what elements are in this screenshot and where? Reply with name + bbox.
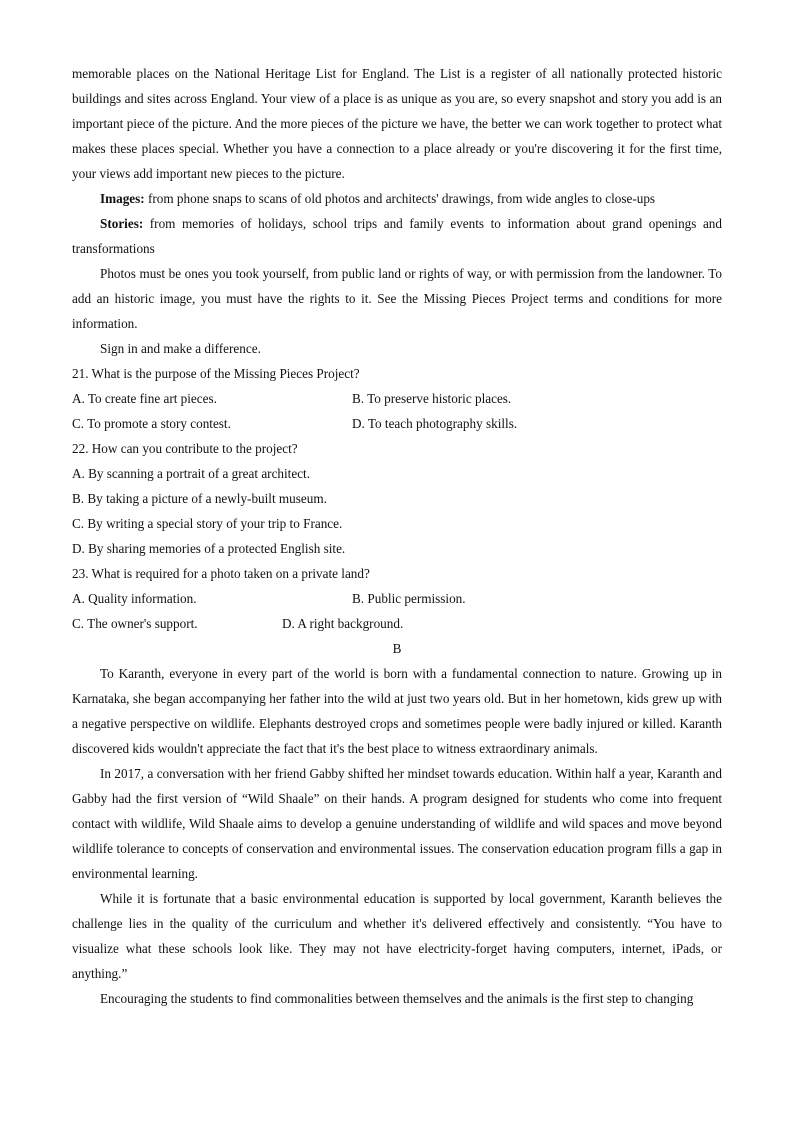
question-21-option-c: C. To promote a story contest. bbox=[72, 416, 231, 431]
passage-b-paragraph-4: Encouraging the students to find commonalities between themselves and the animals is the first step to changing bbox=[100, 991, 694, 1006]
question-21-option-d: D. To teach photography skills. bbox=[352, 416, 518, 431]
question-21-stem: 21. What is the purpose of the Missing Pieces Project? bbox=[72, 366, 360, 381]
question-22-option-a: A. By scanning a portrait of a great architect. bbox=[72, 466, 311, 481]
question-22-option-d: D. By sharing memories of a protected English site. bbox=[72, 541, 346, 556]
images-text: from phone snaps to scans of old photos and architects' drawings, from wide angles to close-ups bbox=[144, 191, 656, 206]
question-22-stem: 22. How can you contribute to the project? bbox=[72, 441, 298, 456]
stories-label: Stories: bbox=[100, 216, 144, 231]
passage-b-paragraph-1: To Karanth, everyone in every part of the world is born with a fundamental connection to nature. Growing up in Karnataka, she began accompanying her father into the wild at just two years old. But in her hometown, kids grew up with a negative perspective on wildlife. Elephants destroyed crops and sometimes people were badly injured or killed. Karanth discovered kids wouldn't appreciate the fact that it's the best place to witness extraordinary animals. bbox=[72, 666, 722, 756]
stories-line bbox=[72, 211, 722, 261]
section-label-b: B bbox=[392, 641, 402, 656]
question-23-option-a: A. Quality information. bbox=[72, 591, 197, 606]
images-label: Images: bbox=[100, 191, 145, 206]
sign-in-line: Sign in and make a difference. bbox=[100, 341, 261, 356]
passage-a-paragraph: memorable places on the National Heritage List for England. The List is a register of all nationally protected historic buildings and sites across England. Your view of a place is as unique as you are, so every snapshot and story you add is an important piece of the picture. And the more pieces of the picture we have, the better we can work together to protect what makes these places special. Whether you have a connection to a place already or you're discovering it for the first time, your views add important new pieces to the picture. bbox=[72, 66, 722, 181]
question-22-option-c: C. By writing a special story of your trip to France. bbox=[72, 516, 343, 531]
passage-b-paragraph-2: In 2017, a conversation with her friend Gabby shifted her mindset towards education. Within half a year, Karanth and Gabby had the first version of “Wild Shaale” on their hands. A program designed for students who come into frequent contact with wildlife, Wild Shaale aims to develop a genuine understanding of wildlife and wild spaces and move beyond wildlife tolerance to concepts of conservation and environmental issues. The conservation education program fills a gap in environmental learning. bbox=[72, 766, 722, 881]
question-22-option-b: B. By taking a picture of a newly-built museum. bbox=[72, 491, 327, 506]
question-23-stem: 23. What is required for a photo taken on a private land? bbox=[72, 566, 370, 581]
passage-b-paragraph-3: While it is fortunate that a basic environmental education is supported by local government, Karanth believes the challenge lies in the quality of the curriculum and whether it's delivered effectively and consistently. “You have to visualize what these schools look like. They may not have electricity-forget having computers, internet, iPads, or anything.” bbox=[72, 891, 722, 981]
question-23-option-c: C. The owner's support. bbox=[72, 616, 198, 631]
images-line bbox=[72, 186, 722, 211]
question-21-options-row-1 bbox=[72, 386, 722, 411]
stories-text: from memories of holidays, school trips and family events to information about grand openings and transformations bbox=[72, 216, 722, 256]
question-23-options-row-1 bbox=[72, 586, 722, 611]
question-23-options-row-2 bbox=[72, 611, 722, 636]
question-21-option-b: B. To preserve historic places. bbox=[352, 391, 512, 406]
question-23-option-d: D. A right background. bbox=[282, 616, 404, 631]
question-21-option-a: A. To create fine art pieces. bbox=[72, 391, 217, 406]
photos-note: Photos must be ones you took yourself, from public land or rights of way, or with permission from the landowner. To add an historic image, you must have the rights to it. See the Missing Pieces Project terms and conditions for more information. bbox=[72, 266, 722, 331]
question-21-options-row-2 bbox=[72, 411, 722, 436]
question-23-option-b: B. Public permission. bbox=[352, 591, 466, 606]
exam-page bbox=[72, 61, 722, 1011]
